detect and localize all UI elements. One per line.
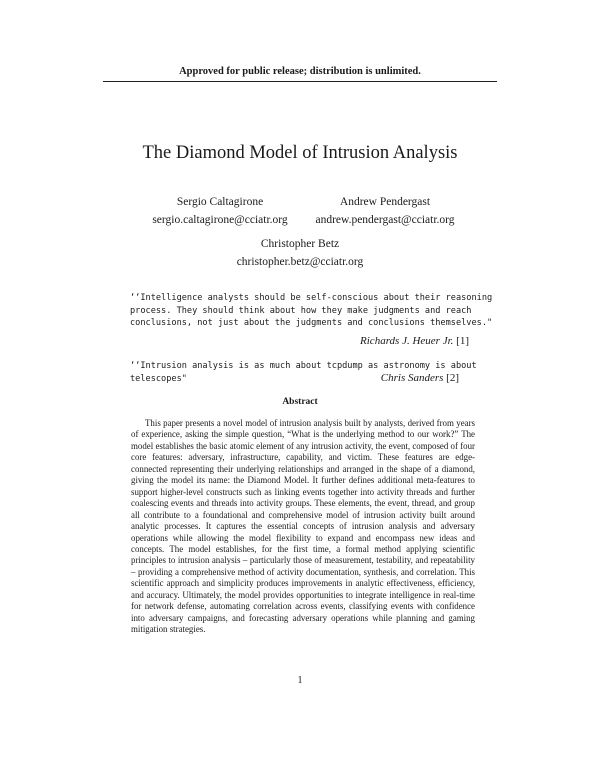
- quote-author: Chris Sanders: [380, 372, 444, 384]
- quote-line: ‘‘Intelligence analysts should be self-conscious about their reasoning: [130, 293, 493, 303]
- author-email: sergio.caltagirone@cciatr.org: [152, 214, 288, 226]
- quote-reference: [2]: [446, 372, 459, 384]
- quote-line: conclusions, not just about the judgments and conclusions themselves.": [130, 318, 493, 328]
- author-email: christopher.betz@cciatr.org: [236, 256, 364, 268]
- quote-attribution: [360, 335, 469, 347]
- page-number: 1: [297, 675, 303, 686]
- quote-line: telescopes": [130, 373, 187, 384]
- quote-reference: [1]: [456, 335, 469, 347]
- release-notice: Approved for public release; distribution is unlimited.: [103, 66, 497, 82]
- epigraph-quote: [130, 292, 492, 330]
- quote-line: process. They should think about how they make judgments and reach: [130, 305, 472, 316]
- author-block: [200, 235, 400, 271]
- author-name: Christopher Betz: [260, 238, 340, 250]
- author-name: Andrew Pendergast: [339, 196, 431, 208]
- author-name: Sergio Caltagirone: [176, 196, 264, 208]
- abstract-heading: Abstract: [282, 397, 318, 407]
- quote-author: Richards J. Heuer Jr.: [360, 335, 454, 347]
- abstract-body: This paper presents a novel model of intrusion analysis built by analysts, derived from years of experience, asking the simple question, “What is the underlying method to our work?” The model establishes the basic atomic element of any intrusion activity, the event, composed of four core features: adversary, infrastructure, capability, and victim. These features are edge-connected representing their underlying relationships and arranged in the shape of a diamond, giving the model its name: the Diamond Model. It further defines additional meta-features to support higher-level constructs such as linking events together into activity threads and further coalescing events and threads into activity groups. These elements, the event, thread, and group all contribute to a foundational and comprehensive model of intrusion activity built around analytic processes. It captures the essential concepts of intrusion analysis and adversary operations while allowing the model flexibility to expand and encompass new ideas and concepts. The model establishes, for the first time, a formal method applying scientific principles to intrusion analysis – particularly those of measurement, testability, and repeatability – providing a comprehensive method of activity documentation, synthesis, and correlation. This scientific approach and simplicity produces improvements in analytic effectiveness, efficiency, and accuracy. Ultimately, the model provides opportunities to integrate intelligence in real-time for network defense, automating correlation across events, classifying events with confidence into adversary campaigns, and forecasting adversary operations while planning and gaming mitigation strategies.: [131, 418, 475, 635]
- quote-line: ‘‘Intrusion analysis is as much about tcpdump as astronomy is about: [130, 361, 477, 371]
- paper-title: The Diamond Model of Intrusion Analysis: [142, 143, 458, 163]
- author-email: andrew.pendergast@cciatr.org: [315, 214, 455, 226]
- quote-attribution: [381, 372, 459, 384]
- author-block: [130, 193, 310, 229]
- author-block: [300, 193, 470, 229]
